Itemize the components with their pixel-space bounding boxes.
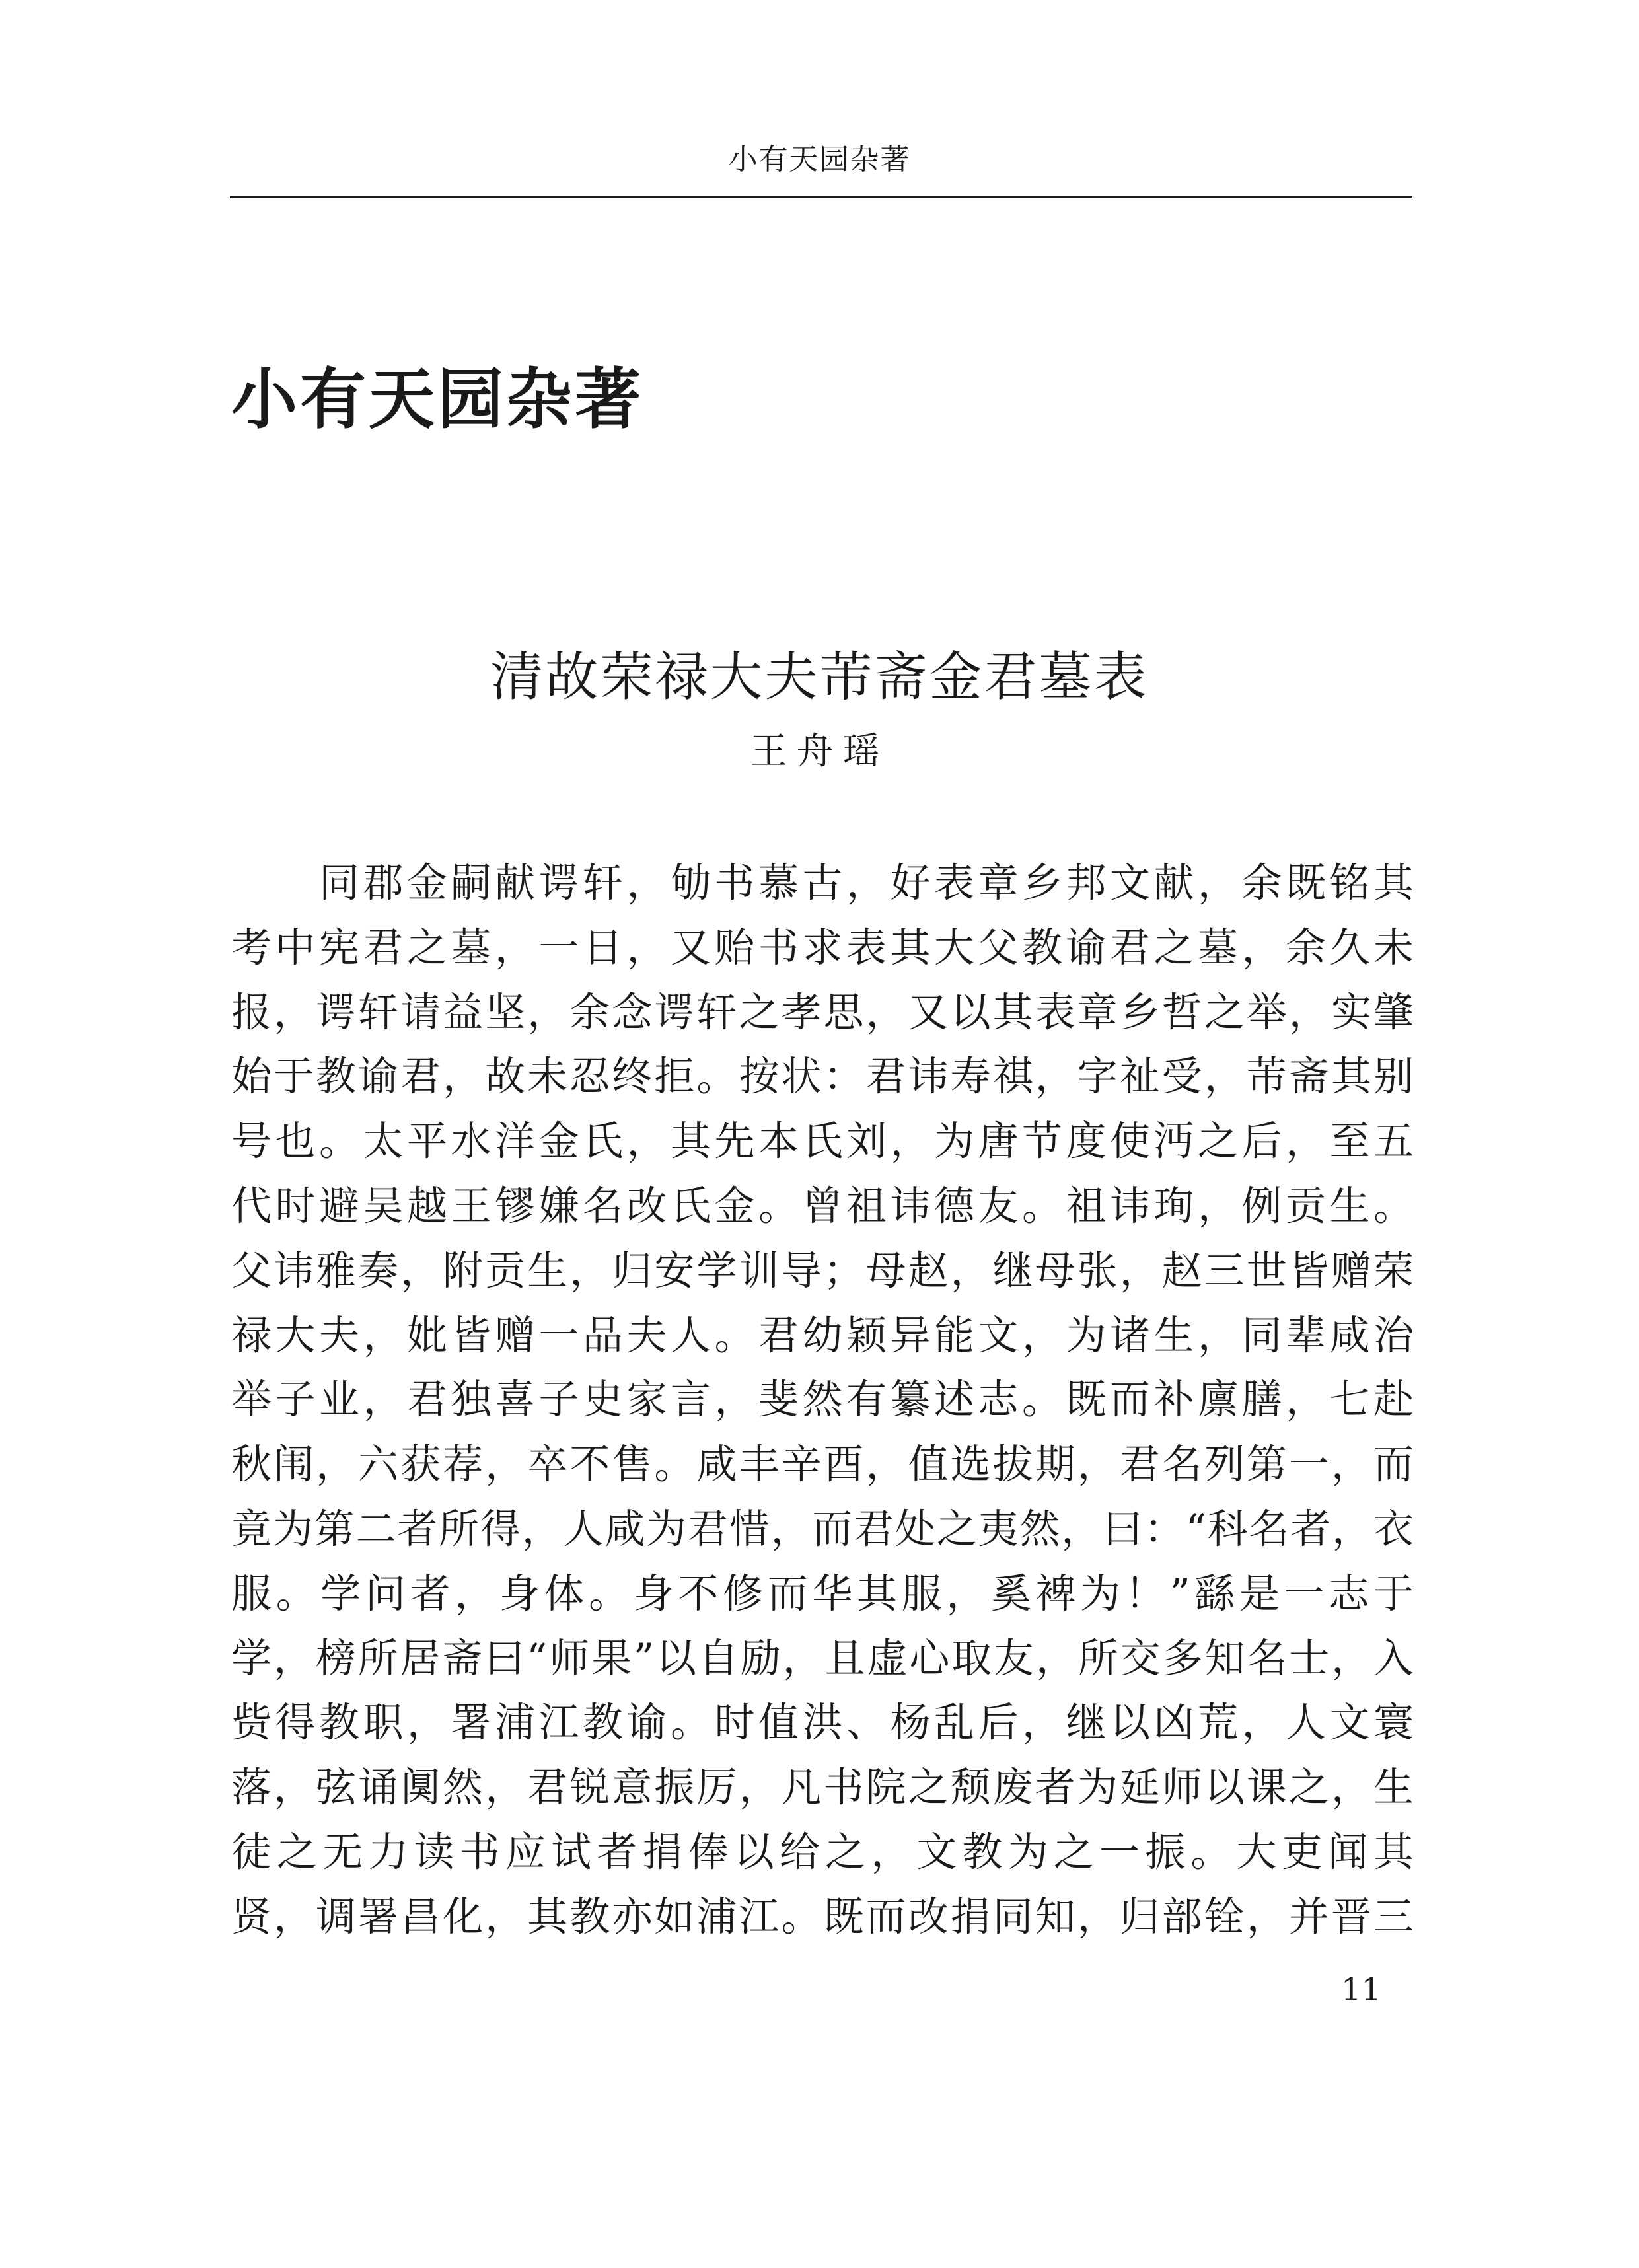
body-line-17: 贤，调署昌化，其教亦如浦江。既而改捐同知，归部铨，并晋三 [231,1893,1414,1940]
body-line-7: 父讳雅奏，附贡生，归安学训导；母赵，继母张，赵三世皆赠荣 [231,1247,1414,1294]
body-line-9: 举子业，君独喜子史家言，斐然有纂述志。既而补廪膳，七赴 [231,1376,1414,1424]
body-text [231,851,1414,1950]
body-line-10: 秋闱，六获荐，卒不售。咸丰辛酉，值选拔期，君名列第一，而 [231,1441,1414,1488]
section-title: 小有天园杂著 [231,361,643,438]
body-line-3: 报，谔轩请益坚，余念谔轩之孝思，又以其表章乡哲之举，实肇 [231,988,1414,1036]
body-line-2: 考中宪君之墓，一日，又贻书求表其大父教谕君之墓，余久未 [231,924,1414,971]
body-line-14: 赀得教职，署浦江教谕。时值洪、杨乱后，继以凶荒，人文寰 [231,1699,1414,1747]
header-rule [230,196,1412,198]
running-header: 小有天园杂著 [728,143,911,176]
body-line-13: 学，榜所居斋曰“师果”以自励，且虚心取友，所交多知名士，入 [231,1634,1414,1682]
body-line-4: 始于教谕君，故未忍终拒。按状：君讳寿祺，字祉受，芾斋其别 [231,1053,1414,1101]
body-line-5: 号也。太平水洋金氏，其先本氏刘，为唐节度使沔之后，至五 [231,1118,1414,1165]
body-line-6: 代时避吴越王镠嫌名改氏金。曾祖讳德友。祖讳珣，例贡生。 [231,1182,1414,1229]
body-line-1: 同郡金嗣献谔轩，劬书慕古，好表章乡邦文献，余既铭其 [231,860,1414,906]
body-line-8: 禄大夫，妣皆赠一品夫人。君幼颖异能文，为诸生，同辈咸治 [231,1311,1414,1359]
body-line-12: 服。学问者，身体。身不修而华其服，奚裨为！”繇是一志于 [231,1570,1414,1617]
body-line-15: 落，弦诵阒然，君锐意振厉，凡书院之颓废者为延师以课之，生 [231,1764,1414,1811]
body-line-16: 徒之无力读书应试者捐俸以给之，文教为之一振。大吏闻其 [231,1828,1414,1876]
body-line-11: 竟为第二者所得，人咸为君惜，而君处之夷然，曰：“科名者，衣 [231,1505,1414,1553]
page-number: 11 [1341,1971,1382,2008]
article-author: 王舟瑶 [750,730,889,773]
article-title: 清故荣禄大夫芾斋金君墓表 [490,646,1149,708]
